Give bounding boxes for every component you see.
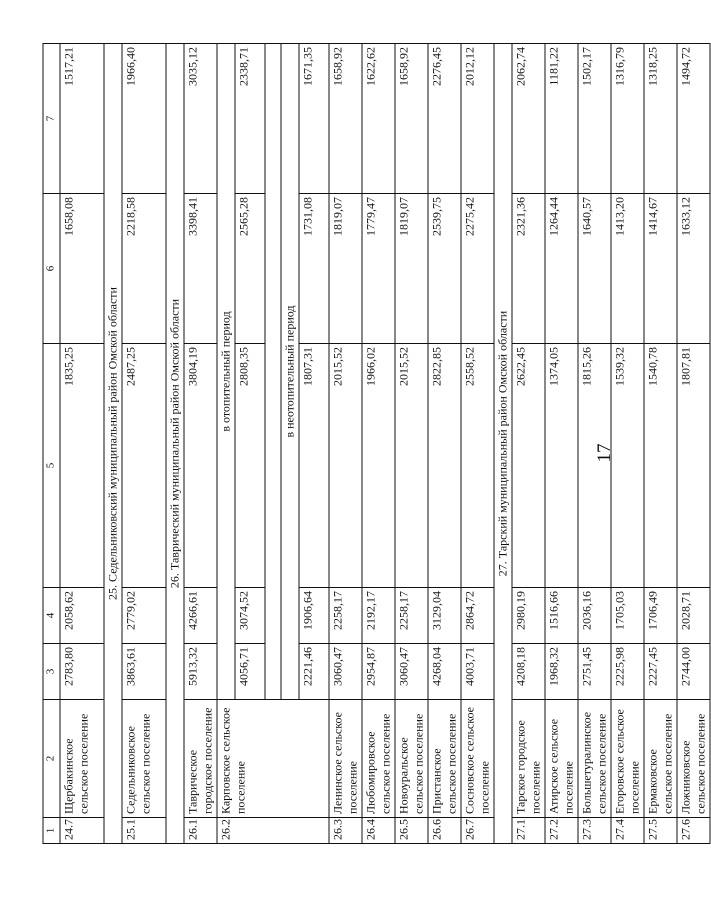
settlement-name: Новоуральское сельское поселение [395, 700, 428, 818]
value-cell: 2539,75 [428, 194, 461, 344]
row-number: 26.4 [362, 818, 395, 844]
row-number: 27.2 [545, 818, 578, 844]
value-cell: 1706,49 [644, 588, 677, 644]
value-cell: 2864,72 [461, 588, 494, 644]
value-cell: 2258,17 [329, 588, 362, 644]
value-cell: 2338,71 [235, 44, 265, 194]
table-row [578, 44, 611, 844]
value-cell: 4208,18 [512, 644, 545, 700]
settlement-name: Атирское сельское поселение [545, 700, 578, 818]
value-cell: 1807,81 [677, 344, 710, 588]
settlement-name: Ермаковское сельское поселение [644, 700, 677, 818]
value-cell: 1502,17 [578, 44, 611, 194]
row-number: 26.6 [428, 818, 461, 844]
value-cell: 2028,71 [677, 588, 710, 644]
value-cell: 2275,42 [461, 194, 494, 344]
value-cell: 2808,35 [235, 344, 265, 588]
column-header: 3 [43, 644, 60, 700]
table-row [362, 44, 395, 844]
value-cell: 2218,58 [122, 194, 166, 344]
value-cell: 1517,21 [60, 44, 104, 194]
column-header-row [43, 44, 60, 844]
period-row [217, 44, 235, 844]
row-number: 27.4 [611, 818, 644, 844]
value-cell: 1374,05 [545, 344, 578, 588]
value-cell: 2058,62 [60, 588, 104, 644]
value-cell: 2221,46 [299, 644, 329, 700]
value-cell: 2622,45 [512, 344, 545, 588]
value-cell: 1731,08 [299, 194, 329, 344]
settlement-name: Карповское сельское поселение [217, 700, 329, 818]
table-row [461, 44, 494, 844]
settlement-name: Большетуралинское сельское поселение [578, 700, 611, 818]
settlement-name: Егоровское сельское поселение [611, 700, 644, 818]
settlement-name: Таврическое городское поселение [184, 700, 217, 818]
value-cell: 1819,07 [395, 194, 428, 344]
row-number: 26.7 [461, 818, 494, 844]
value-cell: 1966,40 [122, 44, 166, 194]
table-row [611, 44, 644, 844]
row-number: 24.7 [60, 818, 104, 844]
value-cell: 4266,61 [184, 588, 217, 644]
value-cell: 1658,92 [329, 44, 362, 194]
row-number: 26.2 [217, 818, 329, 844]
value-cell: 1414,67 [644, 194, 677, 344]
value-cell: 3804,19 [184, 344, 217, 588]
value-cell: 4003,71 [461, 644, 494, 700]
value-cell: 4056,71 [235, 644, 265, 700]
table-row [644, 44, 677, 844]
section-heading: 27. Тарский муниципальный район Омской области [494, 44, 512, 844]
column-header: 2 [43, 700, 60, 818]
value-cell: 2192,17 [362, 588, 395, 644]
table-row [122, 44, 166, 844]
section-row [166, 44, 184, 844]
value-cell: 4268,04 [428, 644, 461, 700]
value-cell: 3060,47 [395, 644, 428, 700]
page-number: 17 [594, 443, 615, 463]
column-header: 6 [43, 194, 60, 344]
section-heading: 26. Таврический муниципальный район Омской области [166, 44, 184, 844]
column-header: 4 [43, 588, 60, 644]
value-cell: 1640,57 [578, 194, 611, 344]
section-row [494, 44, 512, 844]
table-row [677, 44, 710, 844]
value-cell: 2954,87 [362, 644, 395, 700]
row-number: 27.6 [677, 818, 710, 844]
table-row [329, 44, 362, 844]
settlement-name: Щербакинское сельское поселение [60, 700, 104, 818]
row-number: 26.3 [329, 818, 362, 844]
settlement-name: Ложниковское сельское поселение [677, 700, 710, 818]
period-label: в отопительный период [217, 44, 235, 700]
value-cell: 2225,98 [611, 644, 644, 700]
value-cell: 2783,80 [60, 644, 104, 700]
value-cell: 1264,44 [545, 194, 578, 344]
table-row [512, 44, 545, 844]
value-cell: 1815,26 [578, 344, 611, 588]
value-cell: 3060,47 [329, 644, 362, 700]
value-cell: 2015,52 [395, 344, 428, 588]
value-cell: 2558,52 [461, 344, 494, 588]
section-row [104, 44, 122, 844]
row-number: 26.1 [184, 818, 217, 844]
value-cell: 2980,19 [512, 588, 545, 644]
rotated-table-page [43, 44, 708, 844]
table-row [395, 44, 428, 844]
value-cell: 1658,92 [395, 44, 428, 194]
table-row [545, 44, 578, 844]
value-cell: 1819,07 [329, 194, 362, 344]
period-label: в неотопительный период [281, 44, 299, 700]
row-number: 26.5 [395, 818, 428, 844]
settlement-name: Ленинское сельское поселение [329, 700, 362, 818]
value-cell: 2276,45 [428, 44, 461, 194]
value-cell: 2822,85 [428, 344, 461, 588]
table-row [60, 44, 104, 844]
column-header: 5 [43, 344, 60, 588]
column-header: 7 [43, 44, 60, 194]
value-cell: 1966,02 [362, 344, 395, 588]
value-cell: 1658,08 [60, 194, 104, 344]
value-cell: 1968,32 [545, 644, 578, 700]
value-cell: 1539,32 [611, 344, 644, 588]
value-cell: 1622,62 [362, 44, 395, 194]
value-cell: 1906,64 [299, 588, 329, 644]
value-cell: 1181,22 [545, 44, 578, 194]
row-number: 25.1 [122, 818, 166, 844]
value-cell: 3398,41 [184, 194, 217, 344]
value-cell: 3074,52 [235, 588, 265, 644]
value-cell: 3035,12 [184, 44, 217, 194]
value-cell: 2487,25 [122, 344, 166, 588]
value-cell: 1318,25 [644, 44, 677, 194]
value-cell: 1540,78 [644, 344, 677, 588]
table-row [184, 44, 217, 844]
value-cell: 1316,79 [611, 44, 644, 194]
value-cell: 2036,16 [578, 588, 611, 644]
settlement-name: Тарское городское поселение [512, 700, 545, 818]
settlement-name: Любомировское сельское поселение [362, 700, 395, 818]
value-cell: 2321,36 [512, 194, 545, 344]
value-cell: 1779,47 [362, 194, 395, 344]
value-cell: 1835,25 [60, 344, 104, 588]
value-cell: 1494,72 [677, 44, 710, 194]
value-cell: 2012,12 [461, 44, 494, 194]
value-cell: 3863,61 [122, 644, 166, 700]
value-cell: 1671,35 [299, 44, 329, 194]
value-cell: 1705,03 [611, 588, 644, 644]
value-cell: 2779,02 [122, 588, 166, 644]
settlement-name: Пристанское сельское поселение [428, 700, 461, 818]
value-cell: 2258,17 [395, 588, 428, 644]
value-cell: 1413,20 [611, 194, 644, 344]
row-number: 27.1 [512, 818, 545, 844]
settlement-name: Сосновское сельское поселение [461, 700, 494, 818]
value-cell: 1807,31 [299, 344, 329, 588]
column-header: 1 [43, 818, 60, 844]
tariff-table [43, 43, 711, 844]
value-cell: 3129,04 [428, 588, 461, 644]
value-cell: 2565,28 [235, 194, 265, 344]
row-number: 27.5 [644, 818, 677, 844]
value-cell: 1516,66 [545, 588, 578, 644]
section-heading: 25. Седельниковский муниципальный район Омской области [104, 44, 122, 844]
table-row [428, 44, 461, 844]
value-cell: 2062,74 [512, 44, 545, 194]
settlement-name: Седельниковское сельское поселение [122, 700, 166, 818]
value-cell: 2227,45 [644, 644, 677, 700]
value-cell: 2744,00 [677, 644, 710, 700]
value-cell: 2015,52 [329, 344, 362, 588]
value-cell: 1633,12 [677, 194, 710, 344]
row-number: 27.3 [578, 818, 611, 844]
value-cell: 5913,32 [184, 644, 217, 700]
value-cell: 2751,45 [578, 644, 611, 700]
